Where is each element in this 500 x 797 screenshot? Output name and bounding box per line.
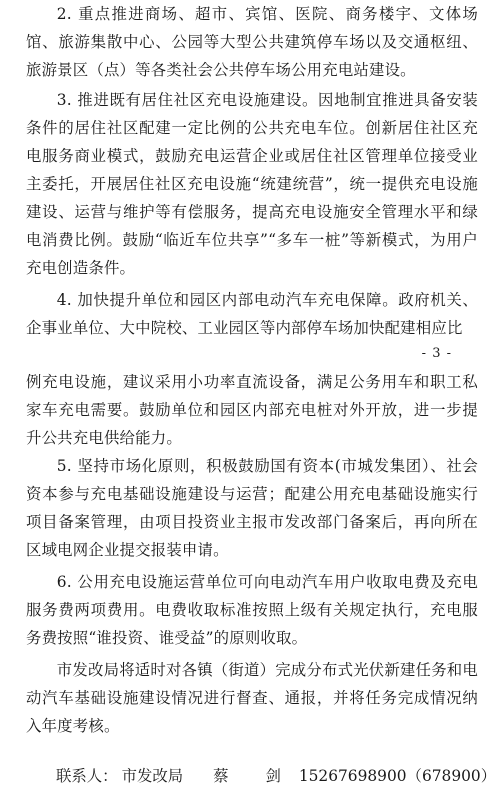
contact-line [56, 764, 496, 788]
contact-person: 蔡 剑 [213, 767, 297, 785]
contact-label: 联系人： [56, 767, 118, 785]
contact-phone: 15267698900（678900） [298, 767, 497, 785]
paragraph-item-4-part2: 例充电设施，建议采用小功率直流设备，满足公务用车和职工私家车充电需要。鼓励单位和园区内部充电桩对外开放，进一步提升公共充电供给能力。 [26, 373, 478, 447]
paragraph-item-2: 2. 重点推进商场、超市、宾馆、医院、商务楼宇、文体场馆、旅游集散中心、公园等大型公共建筑停车场以及交通枢纽、旅游景区（点）等各类社会公共停车场公用充电站建设。 [26, 5, 478, 79]
paragraph-item-5: 5. 坚持市场化原则，积极鼓励国有资本(市城发集团）、社会资本参与充电基础设施建设与运营；配建公用充电基础设施实行项目备案管理，由项目投资业主报市发改部门备案后，再向所在区域电网企业提交报装申请。 [26, 457, 478, 559]
paragraph-item-4-part1: 4. 加快提升单位和园区内部电动汽车充电保障。政府机关、企事业单位、大中院校、工业园区等内部停车场加快配建相应比 [26, 291, 478, 337]
page-number: - 3 - [421, 346, 452, 361]
paragraph-item-6: 6. 公用充电设施运营单位可向电动汽车用户收取电费及充电服务费两项费用。电费收取标准按照上级有关规定执行，充电服务费按照“谁投资、谁受益”的原则收取。 [26, 573, 478, 647]
paragraph-supervision: 市发改局将适时对各镇（街道）完成分布式光伏新建任务和电动汽车基础设施建设情况进行督查、通报，并将任务完成情况纳入年度考核。 [26, 661, 478, 735]
paragraph-item-3: 3. 推进既有居住社区充电设施建设。因地制宜推进具备安装条件的居住社区配建一定比例的公共充电车位。创新居住社区充电服务商业模式，鼓励充电运营企业或居住社区管理单位接受业主委托，开展居住社区充电设施“统建统营”，统一提供充电设施建设、运营与维护等有偿服务，提高充电设施安全管理水平和绿电消费比例。鼓励“临近车位共享”“多车一桩”等新模式，为用户充电创造条件。 [26, 91, 478, 277]
contact-department: 市发改局 [121, 767, 184, 785]
